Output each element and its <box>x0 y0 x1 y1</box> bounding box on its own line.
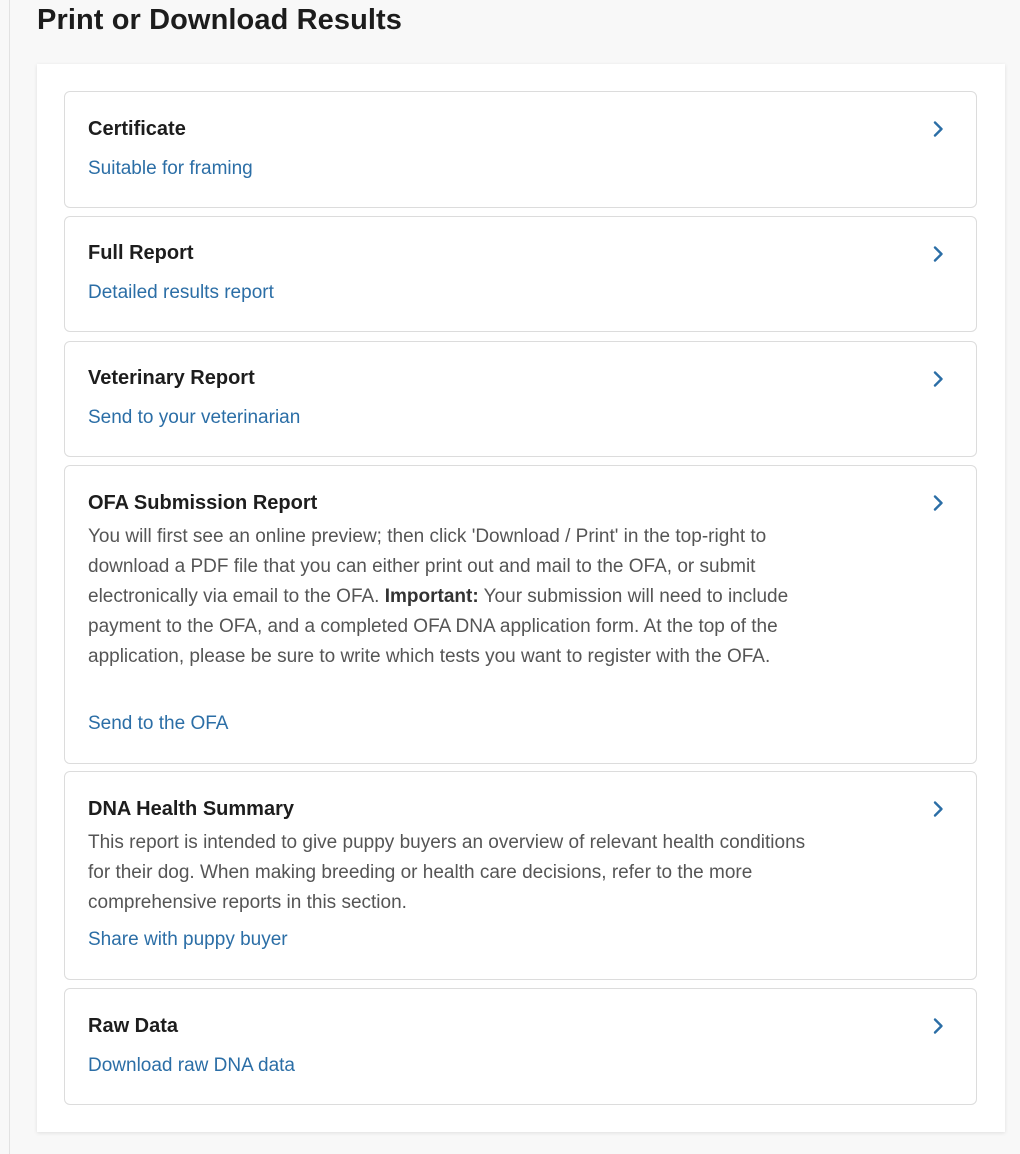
card-link-puppy-buyer[interactable]: Share with puppy buyer <box>88 929 288 950</box>
card-description <box>88 522 818 672</box>
chevron-right-icon[interactable] <box>928 1016 948 1036</box>
card-certificate[interactable] <box>64 91 977 208</box>
card-link-certificate[interactable]: Suitable for framing <box>88 158 253 179</box>
card-title: OFA Submission Report <box>88 492 318 514</box>
card-description: This report is intended to give puppy buyers an overview of relevant health conditions for their dog. When making breeding or health care decisions, refer to the more comprehensive reports in this section. <box>88 832 806 913</box>
card-title: DNA Health Summary <box>88 798 294 820</box>
card-raw-data[interactable] <box>64 988 977 1105</box>
chevron-right-icon[interactable] <box>928 493 948 513</box>
card-dna-health-summary[interactable] <box>64 771 977 980</box>
card-title: Certificate <box>88 118 186 140</box>
results-panel <box>37 64 1005 1132</box>
chevron-right-icon[interactable] <box>928 369 948 389</box>
card-full-report[interactable] <box>64 216 977 332</box>
card-link-veterinary-report[interactable]: Send to your veterinarian <box>88 407 301 428</box>
card-link-full-report[interactable]: Detailed results report <box>88 282 274 303</box>
card-link-raw-data[interactable]: Download raw DNA data <box>88 1055 295 1076</box>
card-link-ofa[interactable]: Send to the OFA <box>88 713 229 734</box>
left-divider <box>9 0 10 1154</box>
card-title: Veterinary Report <box>88 367 255 389</box>
description-important-label: Important: <box>384 586 479 607</box>
card-ofa-submission-report[interactable] <box>64 465 977 764</box>
description-text: Your submission will need to include payment to the OFA, and a completed OFA DNA application form. At the top of the application, please be sure to write which tests you want to register with the OFA. <box>88 586 789 667</box>
chevron-right-icon[interactable] <box>928 799 948 819</box>
chevron-right-icon[interactable] <box>928 244 948 264</box>
page-title: Print or Download Results <box>37 4 403 36</box>
description-text: You will first see an online preview; then click 'Download / Print' in the top-right to download a PDF file that you can either print out and mail to the OFA, or submit electronically via email to the OFA. <box>88 526 767 607</box>
card-title: Raw Data <box>88 1015 179 1037</box>
card-title: Full Report <box>88 242 194 264</box>
chevron-right-icon[interactable] <box>928 119 948 139</box>
card-veterinary-report[interactable] <box>64 341 977 457</box>
